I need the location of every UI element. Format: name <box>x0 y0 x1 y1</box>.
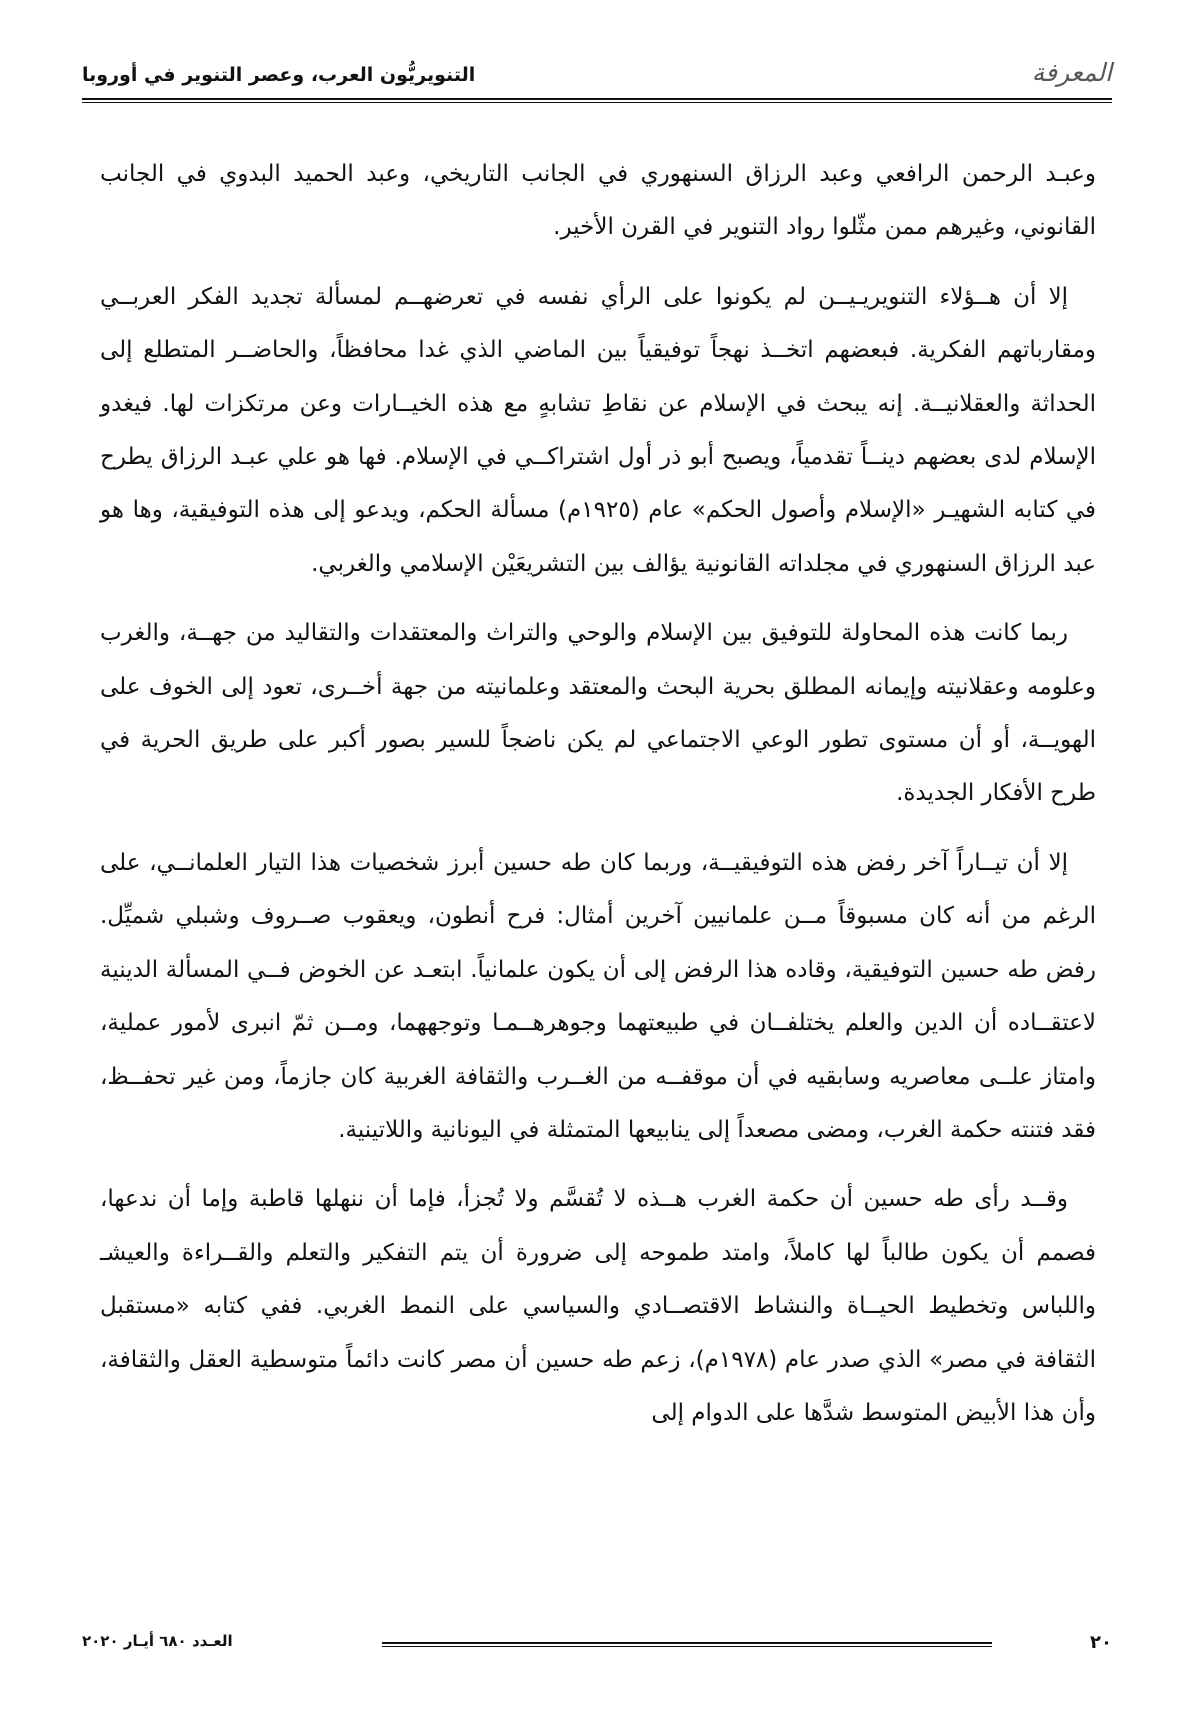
paragraph: ربما كانت هذه المحاولة للتوفيق بين الإسلام والوحي والتراث والمعتقدات والتقاليد من جهــة، والغرب وعلومه وعقلانيته وإيمانه المطلق بحرية البحث والمعتقد وعلمانيته من جهة أخــرى، تعود إلى الخوف على الهويــة، أو أن مستوى تطور الوعي الاجتماعي لم يكن ناضجاً للسير بصور أكبر على طريق الحرية في طرح الأفكار الجديدة. <box>100 620 1096 807</box>
issue-info: العـدد ٦٨٠ أيـار ٢٠٢٠ <box>82 1632 233 1650</box>
footer-rule-thin <box>382 1646 992 1647</box>
article-body <box>100 148 1096 1456</box>
page-footer <box>82 1632 1112 1662</box>
paragraph: إلا أن تيــاراً آخر رفض هذه التوفيقيــة، وربما كان طه حسين أبرز شخصيات هذا التيار العلمانــي، على الرغم من أنه كان مسبوقاً مــن علمانيين آخرين أمثال: فرح أنطون، ويعقوب صــروف وشبلي شميِّل. رفض طه حسين التوفيقية، وقاده هذا الرفض إلى أن يكون علمانياً. ابتعـد عن الخوض فــي المسألة الدينية لاعتقــاده أن الدين والعلم يختلفــان في طبيعتهما وجوهرهــمـا وتوجههما، ومــن ثمّ انبرى لأمور عملية، وامتاز علــى معاصريه وسابقيه في أن موقفــه من الغــرب والثقافة الغربية كان جازماً، ومن غير تحفــظ، فقد فتنته حكمة الغرب، ومضى مصعداً إلى ينابيعها المتمثلة في اليونانية واللاتينية. <box>100 849 1096 1143</box>
running-title: التنويريُّون العرب، وعصر التنوير في أوروبا <box>82 64 476 86</box>
paragraph: وقــد رأى طه حسين أن حكمة الغرب هــذه لا تُقسَّم ولا تُجزأ، فإما أن ننهلها قاطبة وإما أن ندعها، فصمم أن يكون طالباً لها كاملاً، وامتد طموحه إلى ضرورة أن يتم التفكير والتعلم والقــراءة والعيشـ واللباس وتخطيط الحيــاة والنشاط الاقتصــادي والسياسي على النمط الغربي. ففي كتابه «مستقبل الثقافة في مصر» الذي صدر عام (١٩٧٨م)، زعم طه حسين أن مصر كانت دائماً متوسطية العقل والثقافة، وأن هذا الأبيض المتوسط شدَّها على الدوام إلى <box>100 1186 1096 1426</box>
page-number: ٢٠ <box>1090 1632 1112 1653</box>
header-rule <box>82 98 1112 100</box>
magazine-logo: المعرفة <box>1031 58 1112 87</box>
page-header <box>82 58 1112 94</box>
paragraph: إلا أن هــؤلاء التنويريـيــن لم يكونوا على الرأي نفسه في تعرضهــم لمسألة تجديد الفكر العربــي ومقارباتهم الفكرية. فبعضهم اتخــذ نهجاً توفيقياً بين الماضي الذي غدا محافظاً، والحاضــر المتطلع إلى الحداثة والعقلانيــة. إنه يبحث في الإسلام عن نقاطِ تشابهٍ مع هذه الخيــارات وعن مرتكزات لها. فيغدو الإسلام لدى بعضهم دينــاً تقدمياً، ويصبح أبو ذر أول اشتراكــي في الإسلام. فها هو علي عبـد الرزاق يطرح في كتابه الشهيـر «الإسلام وأصول الحكم» عام (١٩٢٥م) مسألة الحكم، ويدعو إلى هذه التوفيقية، وها هو عبد الرزاق السنهوري في مجلداته القانونية يؤالف بين التشريعَيْن الإسلامي والغربي. <box>100 283 1096 577</box>
paragraph: وعبـد الرحمن الرافعي وعبد الرزاق السنهوري في الجانب التاريخي، وعبد الحميد البدوي في الجانب القانوني، وغيرهم ممن مثّلوا رواد التنوير في القرن الأخير. <box>100 161 1096 241</box>
header-rule-thin <box>82 102 1112 103</box>
footer-rule <box>382 1642 992 1644</box>
